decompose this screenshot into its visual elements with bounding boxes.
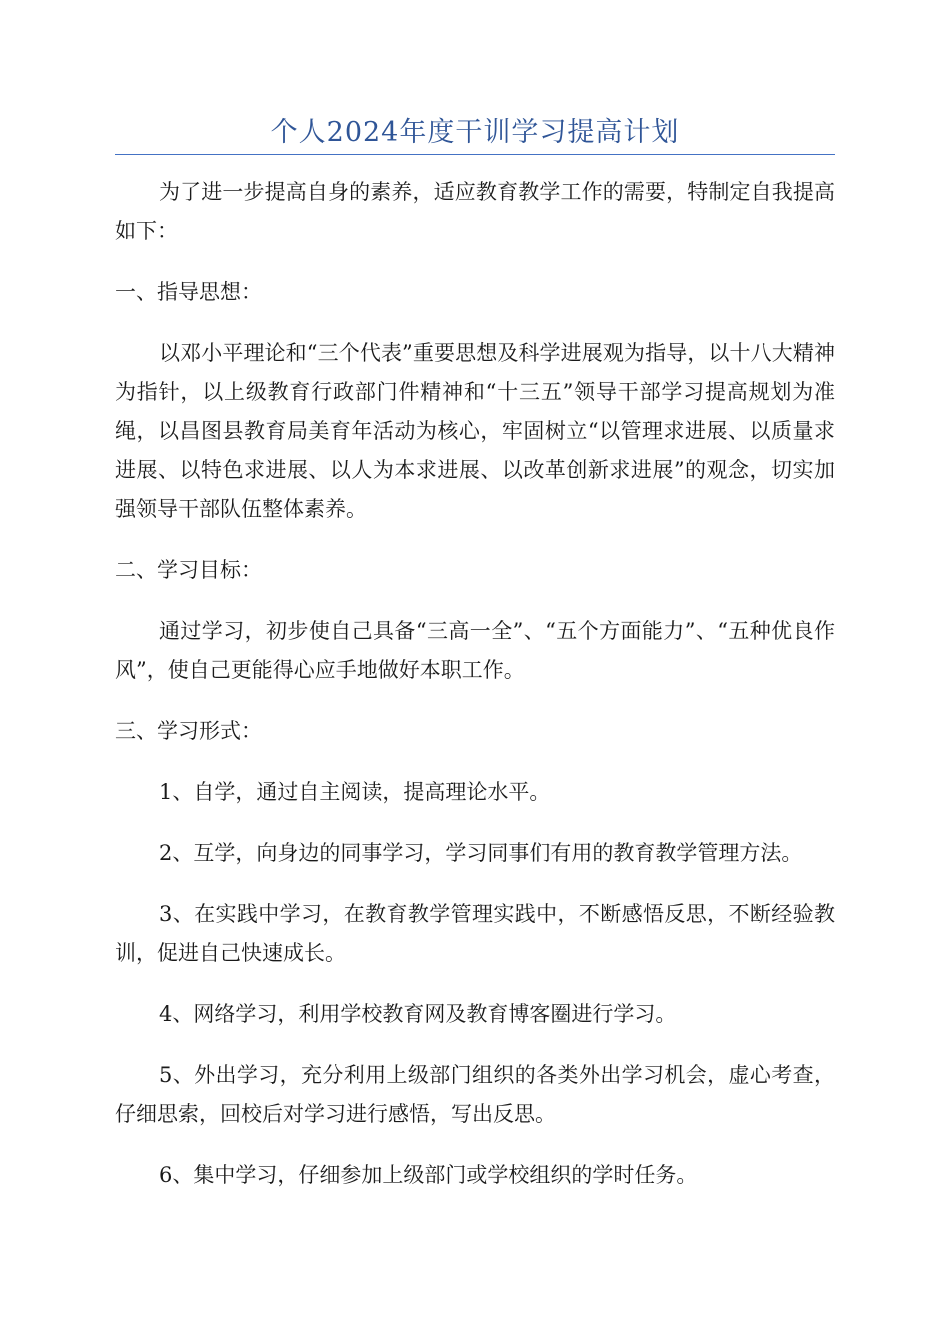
title-underline xyxy=(115,154,835,155)
learning-form-item: 4、网络学习，利用学校教育网及教育博客圈进行学习。 xyxy=(159,1002,677,1026)
learning-form-item: 6、集中学习，仔细参加上级部门或学校组织的学时任务。 xyxy=(159,1163,698,1187)
learning-form-item: 5、外出学习，充分利用上级部门组织的各类外出学习机会，虚心考查，仔细思索，回校后对学习进行感悟，写出反思。 xyxy=(115,1063,835,1126)
learning-form-item: 2、互学，向身边的同事学习，学习同事们有用的教育教学管理方法。 xyxy=(159,841,803,865)
document-body xyxy=(115,173,835,1217)
learning-goals-paragraph: 通过学习，初步使自己具备“三高一全”、“五个方面能力”、“五种优良作风”，使自己更能得心应手地做好本职工作。 xyxy=(115,619,835,682)
learning-form-item: 1、自学，通过自主阅读，提高理论水平。 xyxy=(159,780,551,804)
guiding-thought-paragraph: 以邓小平理论和“三个代表”重要思想及科学进展观为指导，以十八大精神为指针，以上级教育行政部门件精神和“十三五”领导干部学习提高规划为准绳，以昌图县教育局美育年活动为核心，牢固树立“以管理求进展、以质量求进展、以特色求进展、以人为本求进展、以改革创新求进展”的观念，切实加强领导干部队伍整体素养。 xyxy=(115,341,835,521)
section-heading-learning-forms: 三、学习形式： xyxy=(115,719,262,743)
document-title: 个人2024年度干训学习提高计划 xyxy=(270,117,680,148)
learning-form-item: 3、在实践中学习，在教育教学管理实践中，不断感悟反思，不断经验教训，促进自己快速成长。 xyxy=(115,902,835,965)
intro-paragraph: 为了进一步提高自身的素养，适应教育教学工作的需要，特制定自我提高如下： xyxy=(115,180,835,243)
section-heading-learning-goals: 二、学习目标： xyxy=(115,558,262,582)
section-heading-guiding-thought: 一、指导思想： xyxy=(115,280,262,304)
